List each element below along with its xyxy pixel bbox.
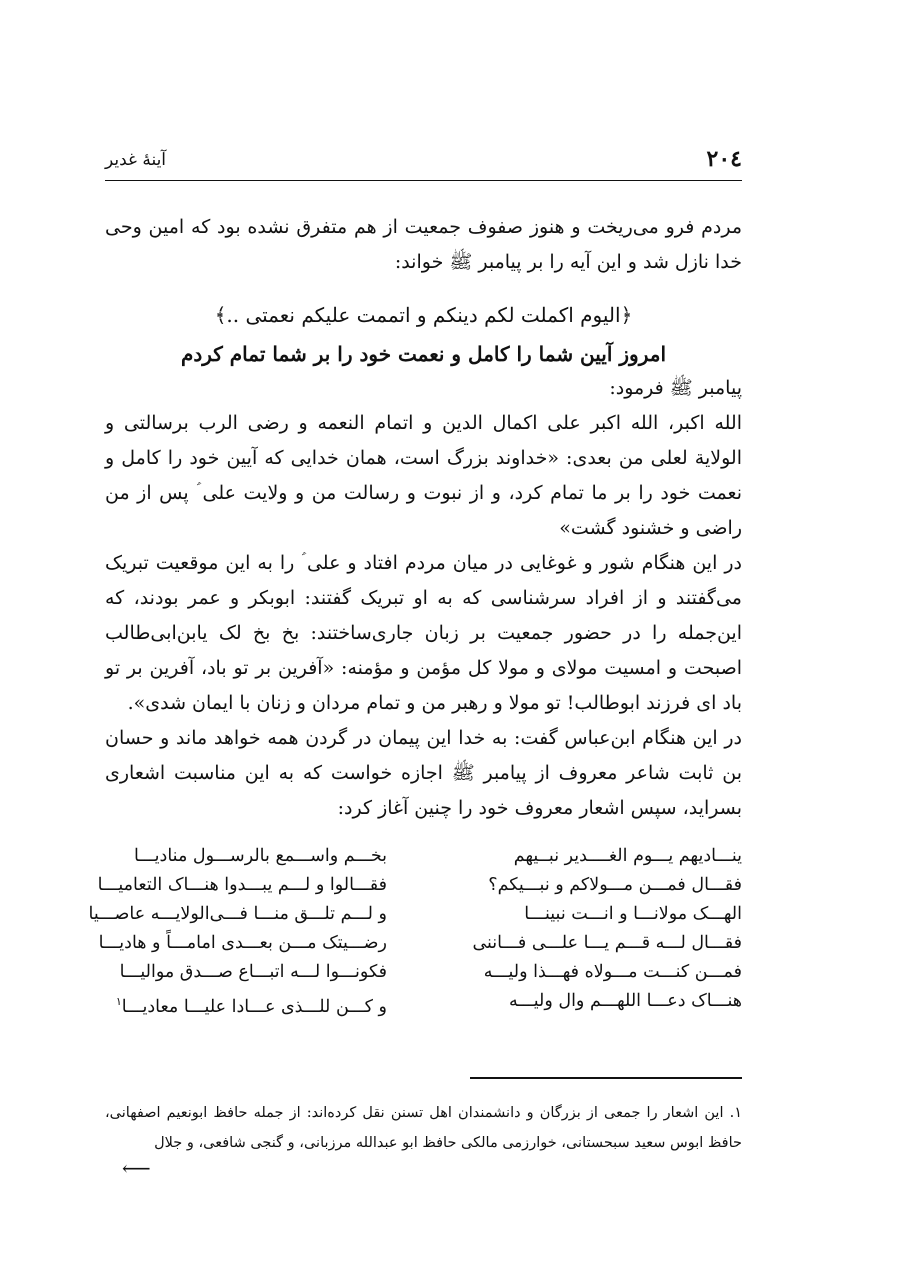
poem-hemistich: رضـــیتک مـــن بعـــدی امامـــاً و هادیـــا [98, 933, 387, 953]
continuation-arrow-icon: ⟵ [122, 1156, 151, 1180]
running-book-title: آینهٔ غدیر [105, 150, 167, 170]
intro-paragraph-block [105, 210, 742, 280]
footnotes [105, 1098, 742, 1158]
body-paragraph-2: در این هنگام شور و غوغایی در میان مردم افتاد و علی ؑ را به این موقعیت تبریک می‌گفتند و از افراد سرشناسی که به او تبریک گفتند: ابوبکر و عمر بودند، که این‌جمله را در حضور جمعیت بر زبان جاری‌ساختند: بخ بخ لک یابن‌ابی‌طالب اصبحت و امسیت مولای و مولا کل مؤمن و مؤمنه: «آفرین بر تو باد، آفرین بر تو باد ای فرزند ابوطالب! تو مولا و رهبر من و تمام مردان و زنان با ایمان شدی». [105, 552, 742, 714]
prophet-said-line: پیامبر ﷺ فرمود: [609, 377, 742, 399]
intro-paragraph: مردم فرو می‌ریخت و هنوز صفوف جمعیت از هم متفرق نشده بود که امین وحی خدا نازل شد و این آیه را بر پیامبر ﷺ خواند: [105, 216, 742, 273]
poem-hemistich-last [105, 987, 405, 1016]
poem-left-column [88, 842, 405, 1017]
poem-hemistich: فمـــن کنـــت مـــولاه فهـــذا ولیـــه [483, 962, 742, 982]
poem-hemistich: الهـــک مولانـــا و انـــت نبینـــا [524, 904, 742, 924]
footnote-separator [470, 1077, 742, 1079]
poem-hemistich: فقـــال لـــه قـــم یـــا علـــی فـــاننی [472, 933, 742, 953]
quran-verse-arabic: ﴿الیوم اکملت لکم دینکم و اتممت علیکم نعمتی ..﴾ [214, 303, 633, 327]
poem-hemistich: فقـــالوا و لـــم یبـــدوا هنـــاک التعامیـــا [97, 875, 387, 895]
poem-hemistich: فکونـــوا لـــه اتبـــاع صـــدق موالیـــا [119, 962, 387, 982]
footnote-marker: ١ [115, 995, 122, 1008]
body-paragraph-1: الله اکبر، الله اکبر علی اکمال الدین و اتمام النعمه و رضی الرب برسالتی و الولایة لعلی من بعدی: «خداوند بزرگ است، همان خدایی که آیین خود را کامل و نعمت خود را بر ما تمام کرد، و از نبوت و رسالت من و ولایت علی ؑ پس از من راضی و خشنود گشت» [105, 412, 742, 539]
page-number: ٢٠٤ [706, 146, 742, 172]
footnote-1: ١. این اشعار را جمعی از بزرگان و دانشمندان اهل تسنن نقل کرده‌اند: از جمله حافظ ابونعیم اصفهانی، حافظ ابوس سعید سبحستانی، خوارزمی مالکی حافظ ابو عبدالله مرزبانی، و گنجی شافعی، و جلال [105, 1105, 742, 1151]
poem-right-column [442, 842, 742, 1016]
poem-hemistich: هنـــاک دعـــا اللهـــم وال ولیـــه [508, 991, 742, 1011]
page-header [105, 140, 742, 181]
poem-hemistich: بخـــم واســـمع بالرســـول منادیـــا [133, 846, 387, 866]
poem-hemistich: فقـــال فمـــن مـــولاکم و نبـــیکم؟ [488, 875, 742, 895]
poem-hemistich-text: و کـــن للـــذی عـــادا علیـــا معادیـــا [121, 996, 387, 1017]
main-text-block [105, 371, 742, 826]
quran-verse-translation: امروز آیین شما را کامل و نعمت خود را بر شما تمام کردم [180, 342, 667, 366]
poem-hemistich: و لـــم تلـــق منـــا فـــی‌الولایـــه عاصـــیا [88, 904, 387, 924]
poem-hemistich: ینـــادیهم یـــوم الغــــدیر نبــیهم [513, 846, 742, 866]
body-paragraph-3: در این هنگام ابن‌عباس گفت: به خدا این پیمان در گردن همه خواهد ماند و حسان بن ثابت شاعر معروف از پیامبر ﷺ اجازه خواست که به این مناسبت اشعاری بسراید، سپس اشعار معروف خود را چنین آغاز کرد: [105, 727, 742, 819]
